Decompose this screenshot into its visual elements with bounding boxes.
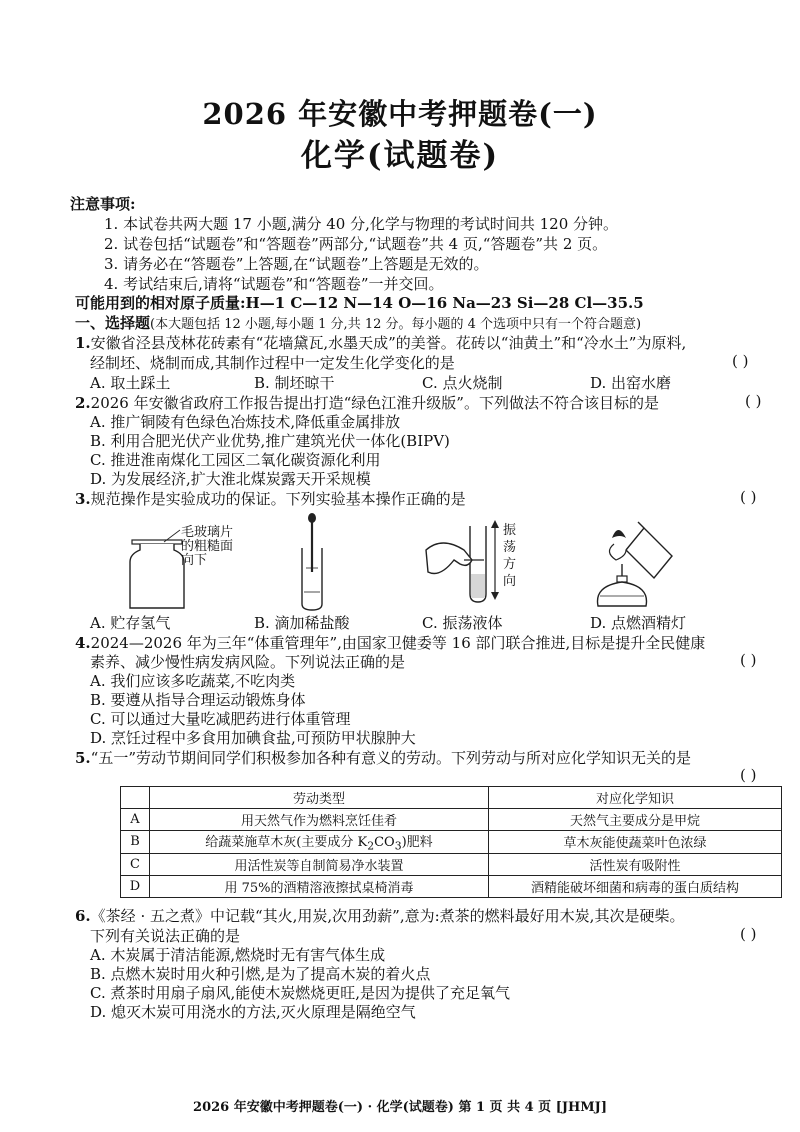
q1-stem-2: 经制坯、烧制而成,其制作过程中一定发生化学变化的是 — [90, 354, 455, 372]
table-row — [121, 809, 782, 831]
q4-answer-paren[interactable]: ( ) — [740, 651, 757, 669]
q2-number: 2. — [75, 394, 91, 412]
row-labor: 用活性炭等自制简易净水装置 — [150, 853, 489, 875]
q5-line — [75, 747, 691, 768]
q2-line — [75, 392, 659, 413]
atomic-masses: 可能用到的相对原子质量:H—1 C—12 N—14 O—16 Na—23 Si—28 Cl—35.5 — [75, 294, 644, 312]
q3-stem: 规范操作是实验成功的保证。下列实验基本操作正确的是 — [90, 490, 466, 508]
q2-option-c: C. 推进淮南煤化工园区二氧化碳资源化利用 — [90, 451, 381, 469]
q3-option-a: A. 贮存氢气 — [90, 614, 171, 632]
q1-answer-paren[interactable]: ( ) — [732, 352, 749, 370]
q4-option-a: A. 我们应该多吃蔬菜,不吃肉类 — [90, 672, 296, 690]
row-labor-text: 给蔬菜施草木灰(主要成分 K — [205, 835, 368, 850]
q6-answer-paren[interactable]: ( ) — [740, 925, 757, 943]
q1-stem-1: 安徽省泾县茂林花砖素有“花墙黛瓦,水墨天成”的美誉。花砖以“油黄土”和“冷水土”为原料, — [90, 334, 687, 352]
notice-item-2: 2. 试卷包括“试题卷”和“答题卷”两部分,“试题卷”共 4 页,“答题卷”共 2 页。 — [104, 235, 608, 253]
exam-subtitle: 化学(试题卷) — [300, 138, 500, 174]
shake-label-3: 方 — [503, 557, 517, 572]
shake-label-1: 振 — [503, 523, 517, 538]
shake-label-2: 荡 — [503, 540, 517, 555]
gas-jar-label-2: 的粗糙面 — [181, 539, 234, 554]
gas-jar-label — [181, 526, 233, 568]
row-index: C — [121, 853, 150, 875]
q5-header-labor: 劳动类型 — [150, 787, 489, 809]
q1-option-b: B. 制坯晾干 — [254, 374, 335, 392]
q5-header-index — [121, 787, 150, 809]
table-row — [121, 875, 782, 897]
row-labor-text: )肥料 — [401, 835, 433, 850]
q2-option-d: D. 为发展经济,扩大淮北煤炭露天开采规模 — [90, 470, 371, 488]
row-index: B — [121, 831, 150, 854]
q2-option-b: B. 利用合肥光伏产业优势,推广建筑光伏一体化(BIPV) — [90, 432, 450, 450]
q1-option-a: A. 取土踩土 — [90, 374, 171, 392]
row-labor-text: CO — [374, 835, 395, 850]
q4-option-b: B. 要遵从指导合理运动锻炼身体 — [90, 691, 306, 709]
row-labor-sub: 3 — [394, 839, 402, 853]
notice-item-3: 3. 请务必在“答题卷”上答题,在“试题卷”上答题是无效的。 — [104, 255, 489, 273]
q5-header-knowledge: 对应化学知识 — [489, 787, 782, 809]
gas-jar-label-3: 向下 — [181, 553, 208, 568]
q2-stem: 2026 年安徽省政府工作报告提出打造“绿色江淮升级版”。下列做法不符合该目标的是 — [90, 394, 659, 412]
q6-line1 — [75, 905, 684, 926]
q6-option-c: C. 煮茶时用扇子扇风,能使木炭燃烧更旺,是因为提供了充足氧气 — [90, 984, 511, 1002]
table-row — [121, 853, 782, 875]
row-labor: 用 75%的酒精溶液擦拭桌椅消毒 — [150, 875, 489, 897]
q3-answer-paren[interactable]: ( ) — [740, 488, 757, 506]
row-index: A — [121, 809, 150, 831]
q3-number: 3. — [75, 490, 91, 508]
q3-option-c: C. 振荡液体 — [422, 614, 503, 632]
q1-number: 1. — [75, 334, 91, 352]
q4-stem-1: 2024—2026 年为三年“体重管理年”,由国家卫健委等 16 部门联合推进,目标是提升全民健康 — [90, 634, 706, 652]
q4-option-d: D. 烹饪过程中多食用加碘食盐,可预防甲状腺肿大 — [90, 729, 416, 747]
row-labor — [150, 831, 489, 854]
q6-number: 6. — [75, 907, 91, 925]
q6-option-b: B. 点燃木炭时用火种引燃,是为了提高木炭的着火点 — [90, 965, 431, 983]
row-labor-sub: 2 — [367, 839, 375, 853]
table-row — [121, 831, 782, 854]
shake-label-4: 向 — [503, 574, 517, 589]
q3-option-b: B. 滴加稀盐酸 — [254, 614, 350, 632]
q4-line1 — [75, 632, 705, 653]
section-note: (本大题包括 12 小题,每小题 1 分,共 12 分。每小题的 4 个选项中只有一个符合题意) — [150, 317, 642, 332]
row-knowledge: 天然气主要成分是甲烷 — [489, 809, 782, 831]
q6-option-d: D. 熄灭木炭可用浇水的方法,灭火原理是隔绝空气 — [90, 1003, 416, 1021]
section-title: 一、选择题 — [75, 314, 151, 332]
row-knowledge: 酒精能破坏细菌和病毒的蛋白质结构 — [489, 875, 782, 897]
shake-label — [503, 522, 516, 590]
q5-answer-paren[interactable]: ( ) — [740, 766, 757, 784]
q4-stem-2: 素养、减少慢性病发病风险。下列说法正确的是 — [90, 653, 406, 671]
dropper-figure — [290, 512, 340, 612]
q6-option-a: A. 木炭属于清洁能源,燃烧时无有害气体生成 — [90, 946, 386, 964]
q3-line — [75, 488, 466, 509]
q3-option-d: D. 点燃酒精灯 — [590, 614, 687, 632]
gas-jar-label-1: 毛玻璃片 — [181, 525, 234, 540]
q4-number: 4. — [75, 634, 91, 652]
q4-option-c: C. 可以通过大量吃减肥药进行体重管理 — [90, 710, 351, 728]
q5-table — [120, 786, 782, 898]
alcohol-lamp-figure — [586, 520, 682, 612]
q1-line1 — [75, 332, 686, 353]
q2-option-a: A. 推广铜陵有色绿色冶炼技术,降低重金属排放 — [90, 413, 401, 431]
notice-item-4: 4. 考试结束后,请将“试题卷”和“答题卷”一并交回。 — [104, 275, 444, 293]
q6-stem-1: 《茶经 · 五之煮》中记载“其火,用炭,次用劲薪”,意为:煮茶的燃料最好用木炭,其次是硬柴。 — [90, 907, 685, 925]
shake-arrow-icon — [488, 520, 502, 600]
q1-option-d: D. 出窑水磨 — [590, 374, 672, 392]
row-knowledge: 活性炭有吸附性 — [489, 853, 782, 875]
q5-table-header — [121, 787, 782, 809]
row-knowledge: 草木灰能使蔬菜叶色浓绿 — [489, 831, 782, 854]
notice-heading: 注意事项: — [70, 195, 136, 213]
q5-stem: “五一”劳动节期间同学们积极参加各种有意义的劳动。下列劳动与所对应化学知识无关的是 — [90, 749, 692, 767]
section-heading — [75, 312, 641, 333]
row-labor: 用天然气作为燃料烹饪佳肴 — [150, 809, 489, 831]
row-index: D — [121, 875, 150, 897]
notice-item-1: 1. 本试卷共两大题 17 小题,满分 40 分,化学与物理的考试时间共 120 分钟。 — [104, 215, 619, 233]
q6-stem-2: 下列有关说法正确的是 — [90, 927, 241, 945]
page-footer: 2026 年安徽中考押题卷(一) · 化学(试题卷) 第 1 页 共 4 页 [JHMJ] — [193, 1100, 607, 1115]
q5-number: 5. — [75, 749, 91, 767]
q1-option-c: C. 点火烧制 — [422, 374, 503, 392]
exam-title: 2026 年安徽中考押题卷(一) — [202, 97, 598, 131]
q2-answer-paren[interactable]: ( ) — [745, 392, 762, 410]
